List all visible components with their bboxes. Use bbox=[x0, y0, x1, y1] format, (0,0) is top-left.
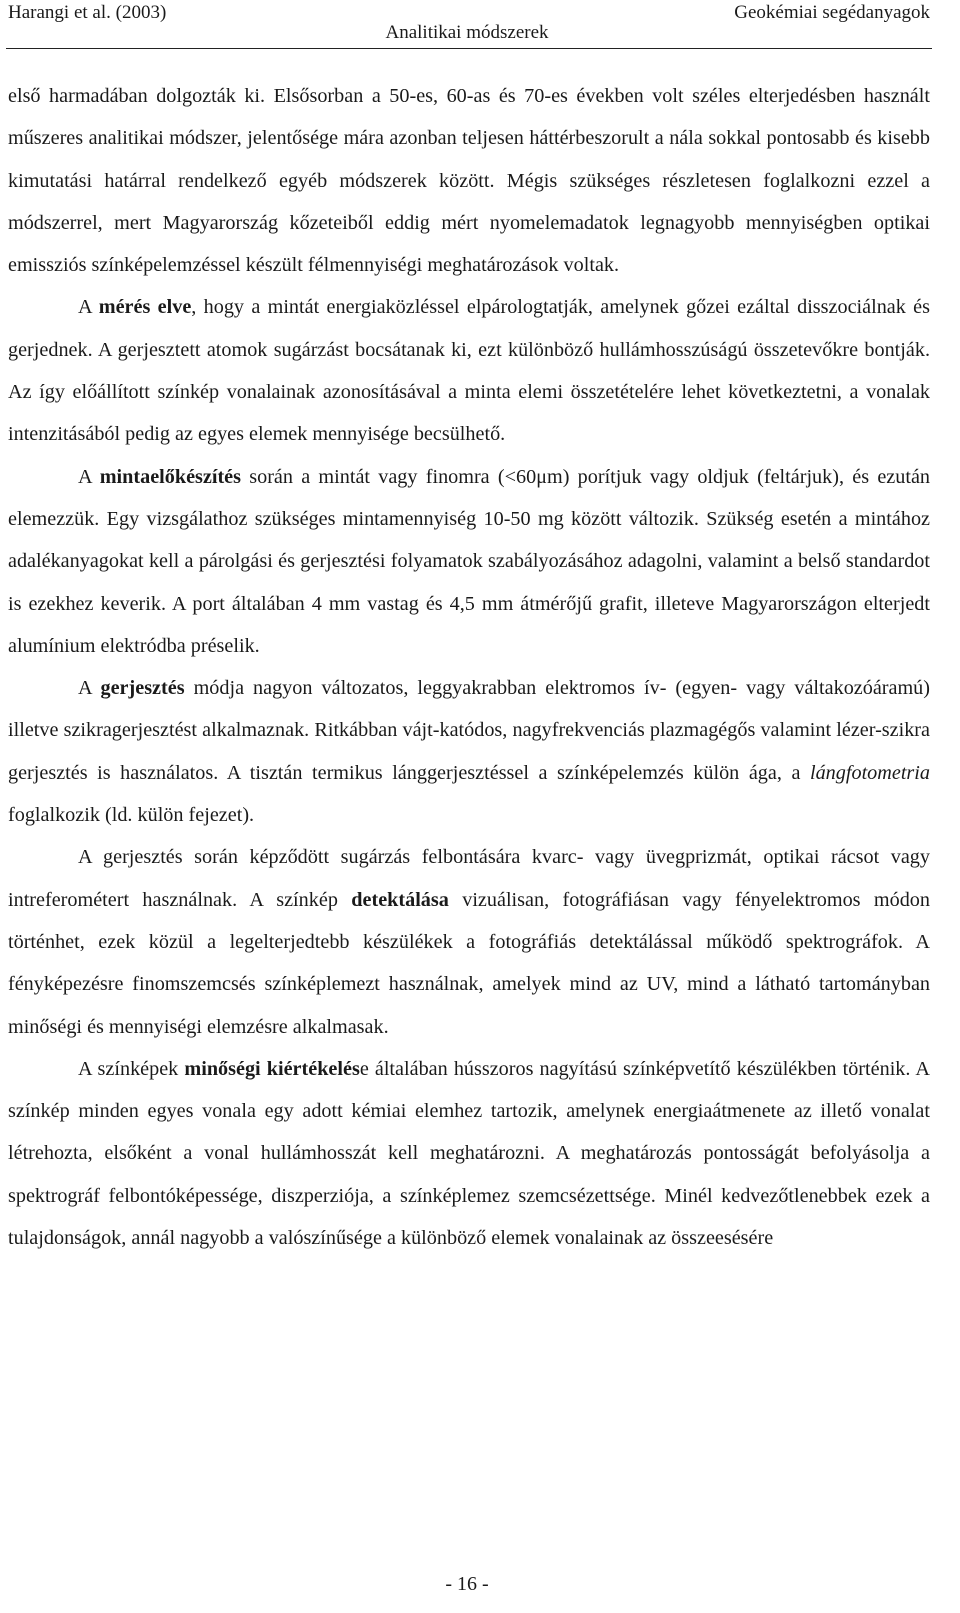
paragraph-text: A bbox=[78, 465, 100, 488]
paragraph-text: A bbox=[78, 677, 101, 700]
page-number: - 16 - bbox=[445, 1573, 489, 1595]
document-body bbox=[8, 75, 930, 1259]
paragraph-text: első harmadában dolgozták ki. Elsősorban a 50-es, 60-as és 70-es években volt széles elterjedésben használt műszeres analitikai módszer, jelentősége mára azonban teljesen háttérbeszorult a nála sokkal pontosabb és kisebb kimutatási határral rendelkező egyéb módszerek között. Mégis szükséges részletesen foglalkozni ezzel a módszerrel, mert Magyarország kőzeteiből eddig mért nyomelemadatok legnagyobb mennyiségben optikai emissziós színképelemzéssel készült félmennyiségi meghatározások voltak. bbox=[8, 85, 930, 277]
paragraph-qualitative-evaluation bbox=[8, 1048, 930, 1259]
term-measurement-principle: mérés elve bbox=[98, 296, 192, 319]
term-flame-photometry: lángfotometria bbox=[809, 761, 930, 784]
paragraph-text: vizuálisan, fotográfiásan vagy fényelektromos módon történhet, ezek közül a legelterjedtebb készülékek a fotográfiás detektálással működő spektrográfok. A fényképezésre finomszemcsés színképlemezt használnak, amelyek mind az UV, mind a látható tartományban minőségi és mennyiségi elemzésre alkalmasak. bbox=[8, 888, 930, 1038]
header-series: Geokémiai segédanyagok bbox=[734, 2, 930, 23]
paragraph-text: A gerjesztés során képződött sugárzás felbontására kvarc- vagy üvegprizmát, optikai rácsot vagy intreferométert használnak. A színkép bbox=[8, 846, 930, 911]
term-excitation: gerjesztés bbox=[100, 677, 185, 700]
term-qualitative-evaluation: minőségi kiértékelés bbox=[184, 1057, 360, 1080]
paragraph-text: foglalkozik (ld. külön fejezet). bbox=[8, 804, 255, 827]
paragraph-text: A bbox=[78, 296, 99, 319]
header-authors: Harangi et al. (2003) bbox=[8, 2, 167, 23]
paragraph-text: e általában hússzoros nagyítású színképvetítő készülékben történik. A színkép minden egyes vonala egy adott kémiai elemhez tartozik, amelynek energiaátmenete az illető vonalat létrehozta, elsőként a vonal hullámhosszát kell meghatározni. A meghatározás pontosságát befolyásolja a spektrográf felbontóképessége, diszperziója, a színképlemez szemcsézettsége. Minél kedvezőtlenebbek ezek a tulajdonságok, annál nagyobb a valószínűsége a különböző elemek vonalainak az összeesésére bbox=[8, 1057, 931, 1250]
paragraph-excitation bbox=[8, 667, 930, 836]
paragraph-detection bbox=[8, 836, 930, 1047]
paragraph-sample-preparation bbox=[8, 456, 930, 667]
term-detection: detektálása bbox=[351, 888, 449, 911]
term-sample-preparation: mintaelőkészítés bbox=[99, 465, 242, 488]
paragraph-measurement-principle bbox=[8, 286, 930, 455]
page-header bbox=[0, 0, 960, 52]
paragraph-continuation bbox=[8, 75, 930, 286]
paragraph-text: során a mintát vagy finomra (<60μm) porítjuk vagy oldjuk (feltárjuk), és ezután elemezzük. Egy vizsgálathoz szükséges mintamennyiség 10-50 mg között változik. Szükség esetén a mintához adalékanyagokat kell a párolgási és gerjesztési folyamatok szabályozásához adagolni, valamint a belső standardot is ezekhez keverik. A port általában 4 mm vastag és 4,5 mm átmérőjű grafit, illeteve Magyarországon elterjedt alumínium elektródba préselik. bbox=[8, 465, 930, 657]
paragraph-text: módja nagyon változatos, leggyakrabban elektromos ív- (egyen- vagy váltakozóáramú) illetve szikragerjesztést alkalmaznak. Ritkábban vájt-katódos, nagyfrekvenciás plazmagégős valamint lézer-szikra gerjesztés is használatos. A tisztán termikus lánggerjesztéssel a színképelemzés külön ága, a bbox=[8, 677, 931, 784]
paragraph-text: , hogy a mintát energiaközléssel elpárologtatják, amelynek gőzei ezáltal disszociálnak és gerjednek. A gerjesztett atomok sugárzást bocsátanak ki, ezt különböző hullámhosszúságú összetevőkre bontják. Az így előállított színkép vonalainak azonosításával a minta elemi összetételére lehet következtetni, a vonalak intenzitásából pedig az egyes elemek mennyisége becsülhető. bbox=[8, 296, 930, 446]
header-chapter: Analitikai módszerek bbox=[385, 22, 549, 43]
paragraph-text: A színképek bbox=[78, 1057, 185, 1080]
header-rule bbox=[6, 48, 932, 49]
